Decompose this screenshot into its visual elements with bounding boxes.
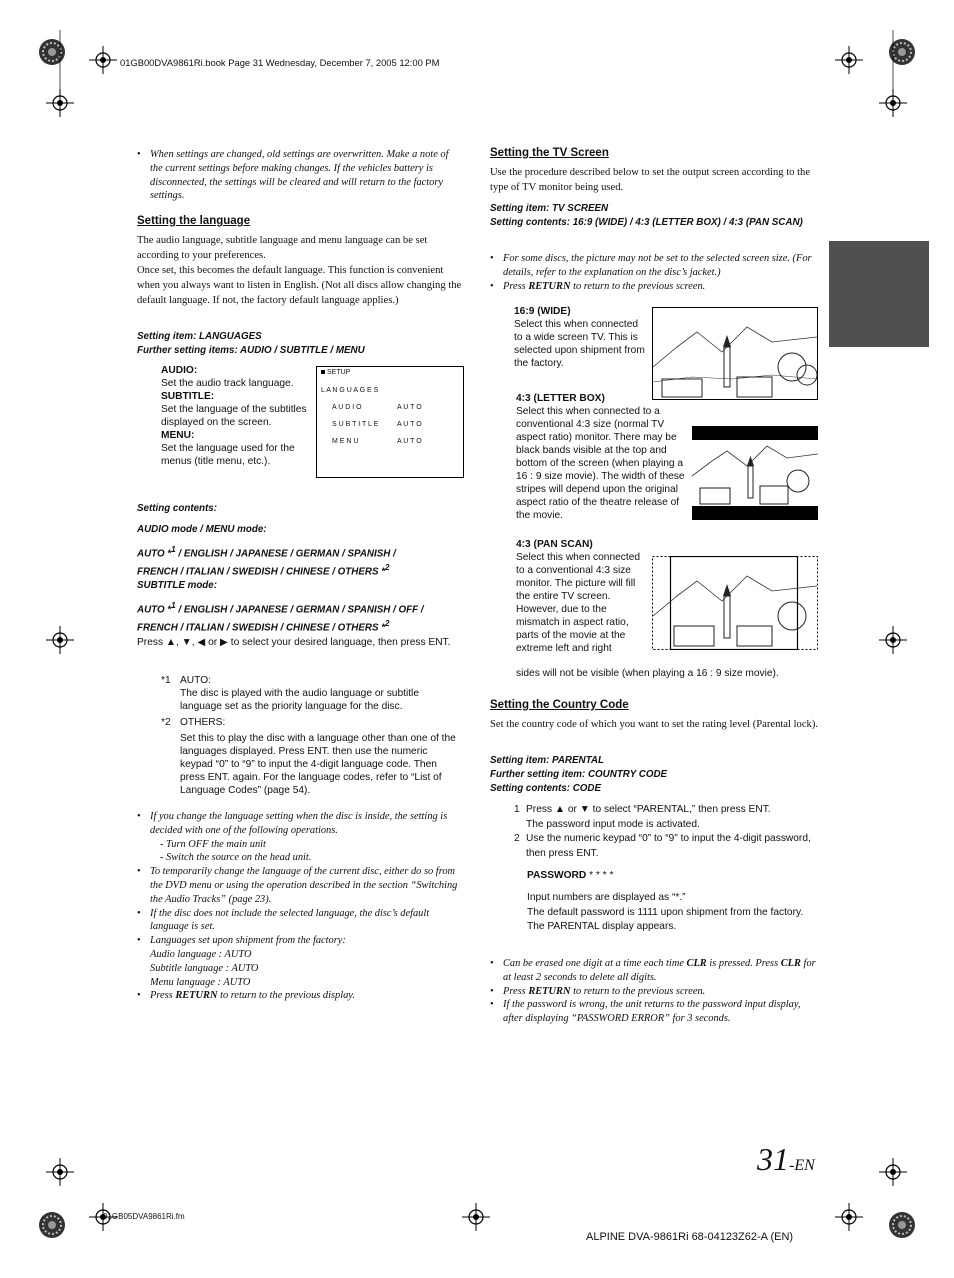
- panscan-tail: sides will not be visible (when playing a 16 : 9 size movie).: [516, 668, 779, 679]
- language-paragraph-1: The audio language, subtitle language and menu language can be set according to your preferences.: [137, 235, 428, 261]
- osd-heading: L A N G U A G E S: [321, 387, 379, 394]
- panscan-title: 4:3 (PAN SCAN): [516, 539, 593, 550]
- wide-title: 16:9 (WIDE): [514, 306, 571, 317]
- letterbox-text: Select this when connected to a conventional 4:3 size (normal TV aspect ratio) monitor. There may be black bands visible at the top and bottom of the screen (when playing a 16 : 9 size movie). The width of these stripes will depend upon the original aspect ratio of the theatre release of the movie.: [516, 406, 685, 521]
- up-arrow-icon: ▲: [554, 804, 565, 815]
- bullet-item: • To temporarily change the language of the current disc, either do so from the DVD menu or using the operation described in the section “Switching the Audio Tracks” (page 23).: [137, 865, 464, 906]
- subtitle-desc: Set the language of the subtitles displayed on the screen.: [161, 404, 307, 428]
- tv-screen-heading: Setting the TV Screen: [490, 147, 609, 159]
- osd-row-menu-key: M E N U: [332, 438, 359, 445]
- language-options-list: [161, 364, 309, 468]
- panscan-text: Select this when connected to a conventional 4:3 size monitor. The picture will fill the entire TV screen. However, due to the mismatch in aspect ratio, parts of the movie at the extreme left and right: [516, 552, 641, 654]
- tv-screen-paragraph: Use the procedure described below to set the output screen according to the type of TV monitor being used.: [490, 167, 811, 193]
- press-instruction: Press ▲, ▼, ◀ or ▶ to select your desired language, then press ENT.: [137, 637, 451, 648]
- side-tab: [829, 241, 929, 347]
- footer-model: ALPINE DVA-9861Ri 68-04123Z62-A (EN): [586, 1231, 794, 1243]
- cc-further-item: Further setting item: COUNTRY CODE: [490, 769, 668, 780]
- menu-desc: Set the language used for the menus (title menu, etc.).: [161, 443, 295, 467]
- wide-option: [514, 305, 646, 370]
- page-number: 31-EN: [757, 1141, 815, 1177]
- osd-title: SETUP: [321, 369, 350, 376]
- password-notes: Input numbers are displayed as “*.” The default password is 1111 upon shipment from the factory. The PARENTAL display appears.: [527, 892, 804, 932]
- bullet-item: • If you change the language setting when the disc is inside, the setting is decided with one of the following operations. - Turn OFF the main unit - Switch the source on the head unit.: [137, 810, 464, 865]
- bullet-item: • Press RETURN to return to the previous screen.: [490, 985, 818, 999]
- audio-desc: Set the audio track language.: [161, 378, 294, 389]
- up-arrow-icon: ▲: [165, 637, 176, 648]
- menu-label: MENU:: [161, 430, 195, 441]
- down-arrow-icon: ▼: [181, 637, 192, 648]
- audio-label: AUDIO:: [161, 365, 198, 376]
- tv-setting-item: Setting item: TV SCREEN: [490, 203, 609, 214]
- subtitle-label: SUBTITLE:: [161, 391, 215, 402]
- osd-row-audio-key: A U D I O: [332, 404, 362, 411]
- setting-contents-label: Setting contents:: [137, 503, 218, 514]
- country-code-heading: Setting the Country Code: [490, 699, 629, 711]
- panscan-option: [516, 538, 646, 655]
- intro-bullet: • When settings are changed, old settings are overwritten. Make a note of the current settings before making changes. If the vehicles battery is disconnected, the settings will be cleared and will return to the factory settings.: [137, 148, 463, 203]
- bullet-item: • For some discs, the picture may not be set to the selected screen size. (For details, refer to the explanation on the disc’s jacket.): [490, 252, 818, 280]
- down-arrow-icon: ▼: [579, 804, 590, 815]
- audio-mode-options: AUTO *$^1$ / ENGLISH / JAPANESE / GERMAN / SPANISH / FRENCH / ITALIAN / SWEDISH / CHINESE / OTHERS *$^2$: [137, 545, 396, 578]
- letterbox-option: [516, 392, 686, 522]
- bullet-item: • Languages set upon shipment from the factory: Audio language : AUTO Subtitle language : AUTO Menu language : AUTO: [137, 934, 464, 989]
- step-2: 2 Use the numeric keypad “0” to “9” to input the 4-digit password, then press ENT.: [514, 833, 811, 859]
- left-arrow-icon: ◀: [197, 637, 206, 648]
- left-column: [137, 148, 463, 203]
- wide-screen-illustration: [652, 307, 818, 400]
- bullet-item: • Can be erased one digit at a time each time CLR is pressed. Press CLR for at least 2 seconds to delete all digits.: [490, 957, 818, 985]
- subtitle-mode-label: SUBTITLE mode:: [137, 580, 218, 591]
- setup-osd-screen: [316, 366, 464, 478]
- osd-row-subtitle-value: A U T O: [397, 421, 422, 428]
- language-bullets: [137, 810, 464, 1003]
- cc-setting-contents: Setting contents: CODE: [490, 783, 602, 794]
- country-code-paragraph: Set the country code of which you want to set the rating level (Parental lock).: [490, 719, 819, 730]
- cc-setting-item: Setting item: PARENTAL: [490, 755, 604, 766]
- setting-item-languages: Setting item: LANGUAGES: [137, 331, 262, 342]
- language-heading: Setting the language: [137, 215, 251, 227]
- note-1: *1 AUTO: The disc is played with the audio language or subtitle language set as the priority language for the disc.: [161, 675, 419, 712]
- note-2: *2 OTHERS: Set this to play the disc with a language other than one of the languages displayed. Press ENT. then use the numeric keypad “0” to “9” to input the 4-digit language code. Then press ENT. again. For the language codes, refer to “List of Language Codes” (page 54).: [161, 717, 456, 796]
- file-header: 01GB00DVA9861Ri.book Page 31 Wednesday, December 7, 2005 12:00 PM: [120, 57, 440, 68]
- password-display: PASSWORD * * * *: [527, 870, 614, 881]
- right-arrow-icon: ▶: [220, 637, 228, 648]
- language-paragraph-2: Once set, this becomes the default language. This function is convenient when you always want to listen in English. (Not all discs allow changing the default language. If not, the factory default language applies.): [137, 265, 462, 306]
- osd-row-audio-value: A U T O: [397, 404, 422, 411]
- tv-setting-contents: Setting contents: 16:9 (WIDE) / 4:3 (LETTER BOX) / 4:3 (PAN SCAN): [490, 217, 803, 228]
- osd-row-menu-value: A U T O: [397, 438, 422, 445]
- bullet-item: • Press RETURN to return to the previous display.: [137, 989, 464, 1003]
- audio-mode-label: AUDIO mode / MENU mode:: [137, 524, 267, 535]
- country-code-bullets: [490, 957, 818, 1026]
- osd-row-subtitle-key: S U B T I T L E: [332, 421, 379, 428]
- panscan-illustration: [652, 556, 818, 650]
- intro-bullet-list: [137, 148, 463, 203]
- footer-file: 01GB05DVA9861Ri.fm: [103, 1212, 185, 1221]
- bullet-item: • If the disc does not include the selected language, the disc’s default language is set.: [137, 907, 464, 935]
- letterbox-title: 4:3 (LETTER BOX): [516, 393, 605, 404]
- bullet-item: • If the password is wrong, the unit returns to the password input display, after displaying “PASSWORD ERROR” for 3 seconds.: [490, 998, 818, 1026]
- letterbox-illustration: [692, 426, 818, 520]
- subtitle-mode-options: AUTO *$^1$ / ENGLISH / JAPANESE / GERMAN / SPANISH / OFF / FRENCH / ITALIAN / SWEDISH / CHINESE / OTHERS *$^2$: [137, 601, 424, 634]
- wide-text: Select this when connected to a wide screen TV. This is selected upon shipment from the factory.: [514, 319, 645, 369]
- bullet-item: • Press RETURN to return to the previous screen.: [490, 280, 818, 294]
- step-1: 1 Press ▲ or ▼ to select “PARENTAL,” then press ENT. The password input mode is activated.: [514, 804, 771, 830]
- tv-bullets: [490, 252, 818, 293]
- further-setting-items: Further setting items: AUDIO / SUBTITLE / MENU: [137, 345, 365, 356]
